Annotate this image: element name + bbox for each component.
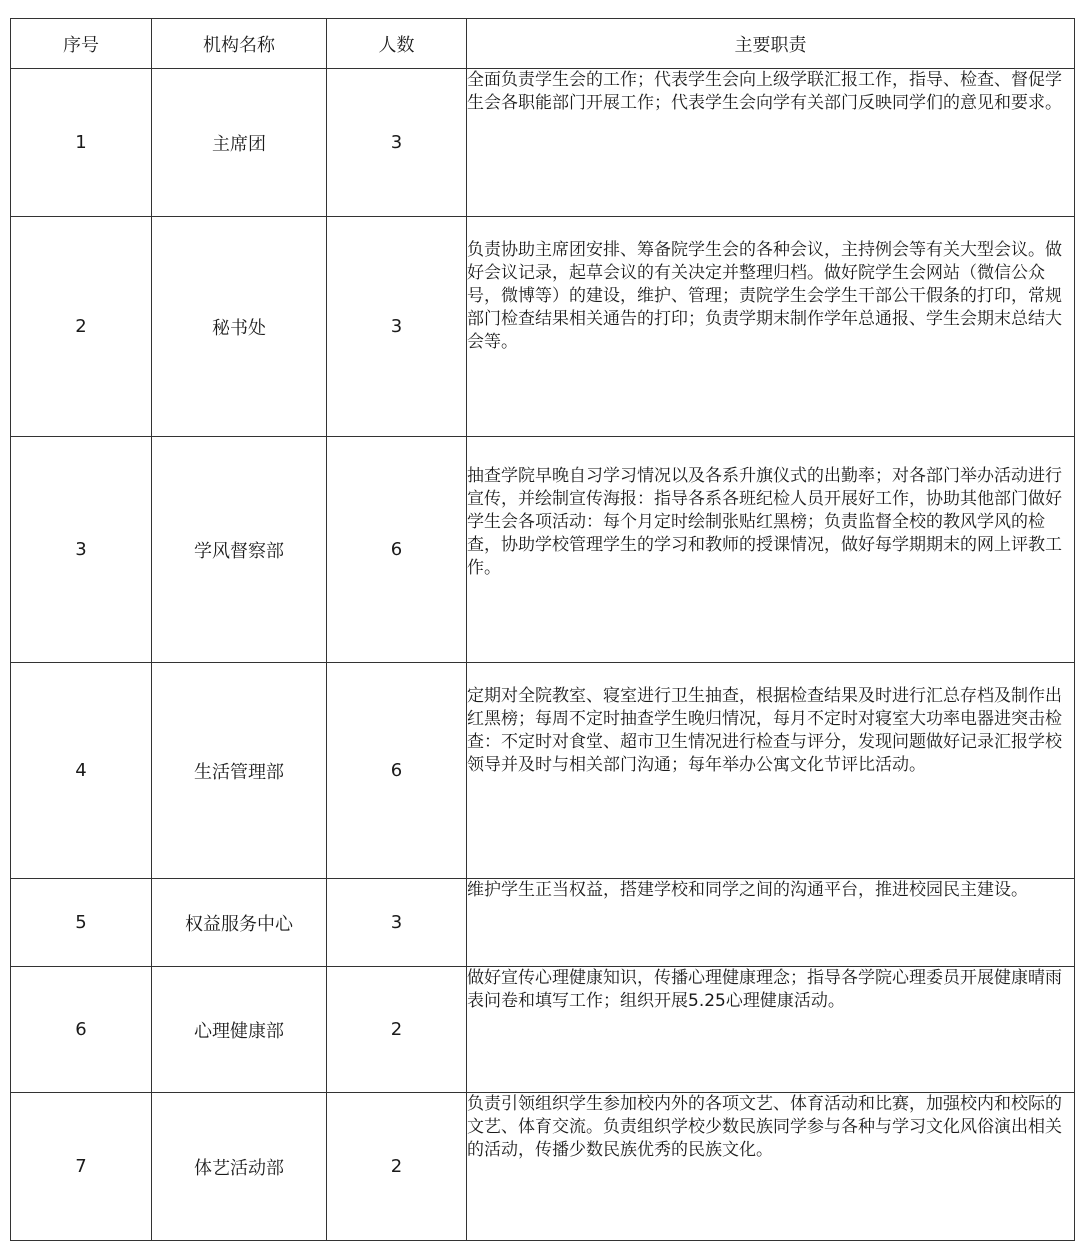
serial-number-cell: 6 xyxy=(11,967,152,1093)
header-row xyxy=(11,19,1075,69)
org-name-cell: 主席团 xyxy=(152,69,327,217)
org-name-cell: 体艺活动部 xyxy=(152,1093,327,1241)
serial-number-cell: 4 xyxy=(11,663,152,879)
duty-cell: 全面负责学生会的工作；代表学生会向上级学联汇报工作，指导、检查、督促学生会各职能部门开展工作；代表学生会向学有关部门反映同学们的意见和要求。 xyxy=(467,69,1075,217)
table-row xyxy=(11,217,1075,437)
header-serial-number: 序号 xyxy=(11,19,152,69)
headcount-cell: 6 xyxy=(327,663,467,879)
duty-cell: 维护学生正当权益，搭建学校和同学之间的沟通平台，推进校园民主建设。 xyxy=(467,879,1075,967)
serial-number-cell: 3 xyxy=(11,437,152,663)
serial-number-cell: 2 xyxy=(11,217,152,437)
table-row xyxy=(11,967,1075,1093)
headcount-cell: 3 xyxy=(327,69,467,217)
duty-cell: 负责引领组织学生参加校内外的各项文艺、体育活动和比赛，加强校内和校际的文艺、体育交流。负责组织学校少数民族同学参与各种与学习文化风俗演出相关的活动，传播少数民族优秀的民族文化。 xyxy=(467,1093,1075,1241)
table-row xyxy=(11,663,1075,879)
serial-number-cell: 5 xyxy=(11,879,152,967)
table-row xyxy=(11,437,1075,663)
org-name-cell: 秘书处 xyxy=(152,217,327,437)
org-name-cell: 心理健康部 xyxy=(152,967,327,1093)
headcount-cell: 6 xyxy=(327,437,467,663)
duty-cell: 负责协助主席团安排、筹备院学生会的各种会议，主持例会等有关大型会议。做好会议记录，起草会议的有关决定并整理归档。做好院学生会网站（微信公众号，微博等）的建设，维护、管理；责院学生会学生干部公干假条的打印，常规部门检查结果相关通告的打印；负责学期末制作学年总通报、学生会期末总结大会等。 xyxy=(467,217,1075,437)
headcount-cell: 3 xyxy=(327,217,467,437)
header-org-name: 机构名称 xyxy=(152,19,327,69)
headcount-cell: 2 xyxy=(327,967,467,1093)
header-duties: 主要职责 xyxy=(467,19,1075,69)
serial-number-cell: 1 xyxy=(11,69,152,217)
duty-cell: 抽查学院早晚自习学习情况以及各系升旗仪式的出勤率；对各部门举办活动进行宣传，并绘制宣传海报：指导各系各班纪检人员开展好工作，协助其他部门做好学生会各项活动：每个月定时绘制张贴红黑榜；负责监督全校的教风学风的检查，协助学校管理学生的学习和教师的授课情况，做好每学期期末的网上评教工作。 xyxy=(467,437,1075,663)
headcount-cell: 2 xyxy=(327,1093,467,1241)
organization-table xyxy=(10,18,1075,1241)
duty-cell: 做好宣传心理健康知识，传播心理健康理念；指导各学院心理委员开展健康晴雨表问卷和填写工作；组织开展5.25心理健康活动。 xyxy=(467,967,1075,1093)
org-name-cell: 权益服务中心 xyxy=(152,879,327,967)
header-headcount: 人数 xyxy=(327,19,467,69)
table-row xyxy=(11,1093,1075,1241)
table-row xyxy=(11,879,1075,967)
headcount-cell: 3 xyxy=(327,879,467,967)
table-row xyxy=(11,69,1075,217)
org-name-cell: 学风督察部 xyxy=(152,437,327,663)
serial-number-cell: 7 xyxy=(11,1093,152,1241)
org-name-cell: 生活管理部 xyxy=(152,663,327,879)
duty-cell: 定期对全院教室、寝室进行卫生抽查，根据检查结果及时进行汇总存档及制作出红黑榜；每周不定时抽查学生晚归情况，每月不定时对寝室大功率电器进突击检查：不定时对食堂、超市卫生情况进行检查与评分，发现问题做好记录汇报学校领导并及时与相关部门沟通；每年举办公寓文化节评比活动。 xyxy=(467,663,1075,879)
